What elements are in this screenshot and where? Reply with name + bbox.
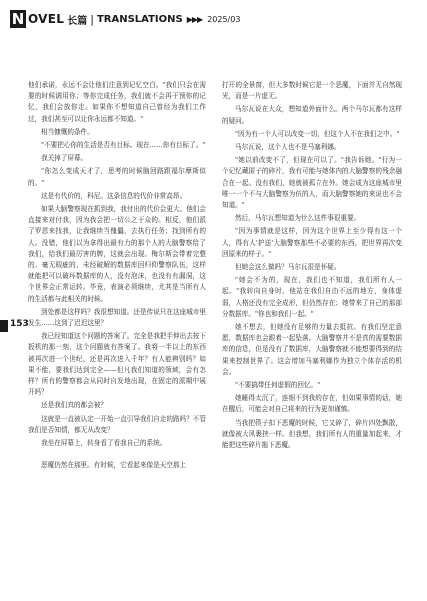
paragraph: 马尔瓦说，这个人也不是马塞利娜。 bbox=[235, 143, 341, 152]
paragraph: 还是我们真的都会被？ bbox=[41, 401, 107, 410]
paragraph: 然后，马尔瓦想知道为什么这件事很重要。 bbox=[235, 214, 361, 223]
paragraph: "不要搞带任何虚假的回忆。" bbox=[235, 381, 321, 390]
paragraph: 我已经知道这个问题的答案了。完全是我把手伸出去按下扳机的那一刻，这个问题就有答案了。我将一半以上的东西被再次进一个世纪，还是再次进入千年？有人能辨别吗？如果不能，要我们达到完全——但凡我们知道的领域，会有怎样？所有的警察都会从同时自发地出现，在固定的派期中展开吗？ bbox=[28, 332, 206, 397]
magazine-header bbox=[10, 10, 240, 28]
paragraph: "你怎么变成天才了，思考的时候脑回路跟福尔摩斯似的。" bbox=[28, 167, 206, 187]
paragraph: "她以前改变不了，但现在可以了。"我告诉她。"行为一个记忆藏匿子的碎片，我有可能与她体内的大脑警察的残余融合在一起。没有我们，她就被孤立在外。她会成为这座城市里唯一一个不与大脑警察为伍的人，而大脑警察她的来说也不会知道。" bbox=[222, 156, 402, 210]
paragraph: 但她会这么做吗？马尔瓦很是怀疑。 bbox=[235, 263, 341, 272]
paragraph: 打开的全景窗，但大多数时候它是一个恶魔，下面并无自然现光，而是一片虚无。 bbox=[222, 81, 402, 101]
logo-chinese: 长篇 bbox=[67, 15, 88, 27]
section-title: TRANSLATIONS bbox=[96, 13, 183, 25]
paragraph: 这就是一直被认定一开始一直引导我们自走的路吗？不管我们是否知情，都无从改变？ bbox=[28, 414, 206, 434]
paragraph: 她睡得太沉了，连细不到我的存在，但如果事情的话，她在醒后，可能会对自己将来的行为更加谨慎。 bbox=[222, 394, 402, 414]
paragraph: "因为有一个人可以改变一切，但这个人不在我们之中。" bbox=[235, 129, 400, 138]
paragraph: 到处都是这样吗？我很想知道。还是传说只在这座城市里发生……这到了迟迟这里？ bbox=[28, 307, 206, 328]
paragraph: 如果大脑警察现在抓到我，我付出的代价会更大。他们会直接来对付我，因为我会把一切公之于众的。相反，他们派了罗恩来找我，让我继续当傀儡，去执行任务；找到所有的人。没错，他们以为拿得出最有力的那个人的大脑警察给了我们，给我们最厉害的牌，这就会出现。梅尔斯会带着完整的、毫无瑕疵的、未经破解的数据库回归仰警察队伍，这样就能把可以破坏数据库的人，没有泡沫，也没有有漏洞，这个世界会正常运转。毕竟，表演必须继续，尤其是当所有人的生活都与此相关的时候。 bbox=[28, 205, 206, 303]
left-column bbox=[28, 80, 206, 474]
paragraph: 她不想去，但她没有足够的力量去抵抗。有我们坚定意愿，数据库也会跟着一起坠落。大脑警察并不是真的需要数据库的信息，但是没有了数据库，大脑警察就不能想要得到的结果来控制世界了。这会增加马塞利娜作为独立个体存活的机会。 bbox=[222, 323, 402, 376]
paragraph: 当我把筷子扣下恶魔的时候，它又碎了，碎片四处飘散，就像被大风裹挟一样。但我想，我们所有人的重量加起来，才能把这些碎片拖下恶魔。 bbox=[222, 418, 402, 450]
issue-number: 2025/03 bbox=[207, 14, 241, 24]
logo-text: OVEL bbox=[28, 12, 65, 26]
paragraph: "不要把心你的生活是否有目标。现在……你有目标了。" bbox=[41, 141, 206, 150]
page-tab-marker bbox=[0, 320, 8, 332]
paragraph: 马尔瓦说在大众，想知道外面什么。两个马尔瓦都有这样的疑问。 bbox=[222, 105, 402, 125]
paragraph: 恶魔仍然在那里。有时候，它看起来像是天空那上 bbox=[41, 461, 187, 470]
right-column bbox=[222, 80, 402, 453]
paragraph: "因为事情就是这样，因为这个世界上至少得有这一个人，得有人'护送'大脑警察那些不必要的东西，把世界再次变回原来的样子。" bbox=[222, 227, 402, 258]
logo-letter: N bbox=[11, 10, 25, 28]
paragraph: "她会不为的，现在，我们也不知道，我们所有人一起。"我转向自身时，他站在我们自由不远的地方，身体虚弱，人格还没有完全成形，但仍然存在；她带来了自己的那部分数据库。"你也和我们一起。" bbox=[222, 276, 402, 318]
arrows-icon: ▶▶▶ bbox=[186, 14, 203, 24]
paragraph: 他们承诺，永远不会让他们注意到记忆空白。"我们只会在需要的时候调用你；等你完成任务，我们就不会再干预你的记忆，我们会放你走。如果你不想知道自己曾经为我们工作过，我们甚至可以让你永远都不知道。" bbox=[28, 81, 206, 123]
paragraph: 相当慷慨的条件。 bbox=[41, 127, 94, 136]
paragraph: 我坐在屏幕上，转身看了看我自己的系统。 bbox=[41, 439, 167, 448]
header-separator: | bbox=[90, 12, 94, 26]
paragraph: 我关掉了屏幕。 bbox=[41, 154, 88, 163]
page-number: 153 bbox=[10, 319, 29, 329]
paragraph: 这是有代价的，科尼。这条信息的代价非常高昂。 bbox=[41, 191, 187, 200]
